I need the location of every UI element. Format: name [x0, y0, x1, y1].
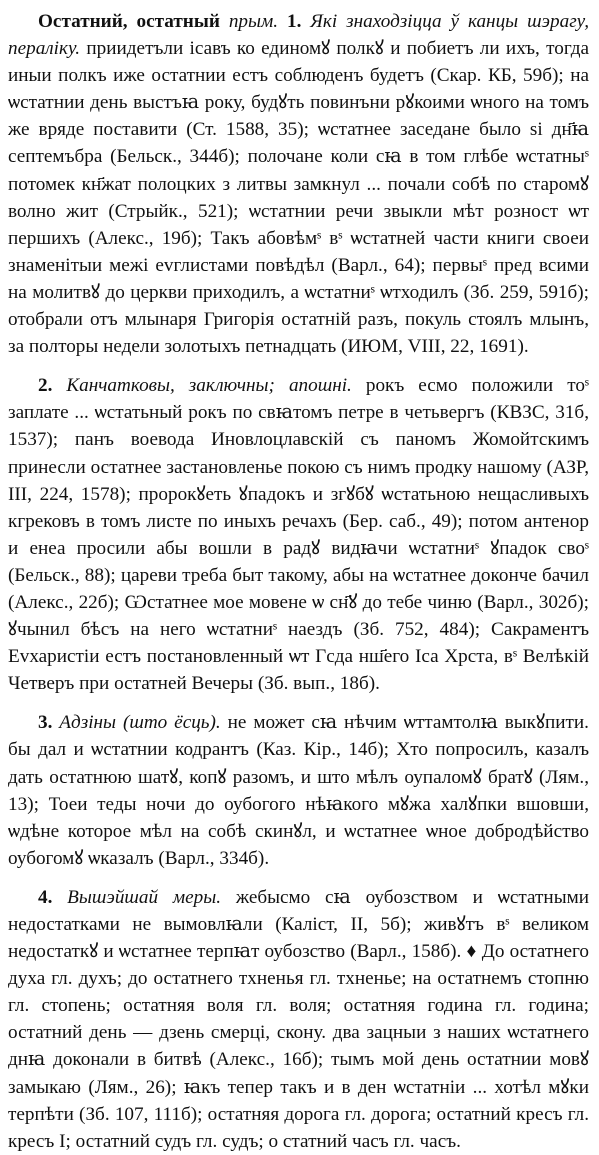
sense-number-4: 4. [38, 886, 53, 908]
dictionary-entry-sense-3 [8, 709, 589, 872]
dictionary-entry-sense-1 [8, 8, 589, 360]
sense-citations-4: жебысмо сꙗ оубозством и ѡстатными недостатками не вымовлꙗли (Каліст, II, 5б); живꙋтъ вˢ великом недостаткꙋ и ѡстатнее терпꙗт оубозство (Варл., 158б). ♦ До остатнего духа гл. духъ; до остатнего тхненья гл. тхненье; на остатнемъ стопню гл. стопень; остатняя воля гл. воля; остатняя година гл. година; остатний день — дзень смерці, скону. два зацныи з наших ѡстатнего днꙗ доконали в битвѣ (Алекс., 16б); тымъ мой день остатнии мовꙋ замыкаю (Лям., 26); ꙗкъ тепер такъ и в ден ѡстатніи ... хотѣл мꙋки терпѣти (Зб. 107, 111б); остатняя дорога гл. дорога; остатний кресъ гл. кресъ І; остатний судъ гл. судъ; о статний часъ гл. часъ. [8, 886, 589, 1152]
sense-citations-2: рокъ есмо положили тоˢ заплате ... ѡстатьный рокъ по свꙗтомъ петре в четьвергъ (КВЗС, 31б, 1537); панъ воевода Иновлоцлавскій съ паномъ Жомойтскимъ принесли остатнее застановленье покою съ нимъ продку нашому (АЗР, III, 224, 1578); пророкꙋеть ꙋпадокъ и згꙋбꙋ ѡстатьною нещасливыхъ кгрековъ в томъ листе по иныхъ речахъ (Бер. саб., 49); потом антенор и енеа просили абы вошли в радꙋ видꙗчи ѡстатниˢ ꙋпадок своˢ (Бельск., 88); цареви треба быт такому, абы на ѡстатнее доконче бачил (Алекс., 22б); Ѡстатнее мое мовене ѡ сн҃ꙋ до тебе чиню (Варл., 302б); ꙋчынил бѣсъ на него ѡстатниˢ наездъ (Зб. 752, 484); Сакраментъ Еvхаристіи естъ постановленный ѡт Гсда нш҃его Іса Хрста, вˢ Велѣкій Четверъ при остатней Вечеры (Зб. вып., 18б). [8, 375, 589, 695]
sense-number-3: 3. [38, 712, 53, 734]
sense-gloss-3: Адзіны (што ёсць). [59, 712, 221, 734]
dictionary-entry-sense-2 [8, 372, 589, 697]
sense-number-2: 2. [38, 375, 53, 397]
sense-number-1: 1. [286, 11, 302, 32]
dictionary-entry-sense-4 [8, 884, 589, 1155]
part-of-speech: прым. [228, 11, 279, 32]
sense-gloss-1: Які знаходзіцца ў канцы шэрагу, пераліку. [8, 11, 590, 60]
sense-citations-1: приидетъли ісавъ ко единомꙋ полкꙋ и побиетъ ли ихъ, тогда иныи полкъ иже остатнии естъ соблюденъ будетъ (Скар. КБ, 59б); на ѡстатнии день выстъꙗ року, будꙋть повинъни рꙋкоими ѡного на томъ же вряде поставити (Ст. 1588, 35); ѡстатнее заседане было ѕі дн҃ꙗ септемъбра (Бельск., 344б); полочане коли сꙗ в том глѣбе ѡстатныˢ потомек кн҃жат полоцких з литвы замкнул ... почали собѣ по старомꙋ волно жит (Стрыйк., 521); ѡстатнии речи звыкли мѣт розност ѡт першихъ (Алекс., 19б); Такъ абовѣмˢ вˢ ѡстатней части книги своеи знаменітыи межі еvглистами повѣдѣл (Варл., 64); первыˢ пред всими на молитвꙋ до церкви приходилъ, а ѡстатниˢ ѡтходилъ (Зб. 259, 591б); отобрали отъ млынаря Григорія остатній разъ, покуль стоялъ млынъ, за полторы недели золотыхъ петнадцать (ИЮМ, VIII, 22, 1691). [8, 38, 590, 358]
sense-citations-3: не может сꙗ нѣчим ѡттамтолꙗ выкꙋпити. бы дал и ѡстатнии кодрантъ (Каз. Кір., 14б); Хто попросилъ, казалъ дать остатнюю шатꙋ, копꙋ разомъ, и што мѣлъ оупаломꙋ братꙋ (Лям., 13); Тоеи теды ночи до оубогого нѣꙗкого мꙋжа халꙋпки вшовши, ѡдѣне которое мѣл на собѣ скинꙋл, и ѡстатнее ѡное добродѣйство оубогомꙋ ѡказалъ (Варл., 334б). [8, 712, 589, 869]
entry-headword: Остатний, остатный [38, 11, 220, 32]
sense-gloss-4: Вышэйшай меры. [67, 886, 222, 908]
sense-gloss-2: Канчатковы, заключны; апошні. [66, 375, 352, 397]
